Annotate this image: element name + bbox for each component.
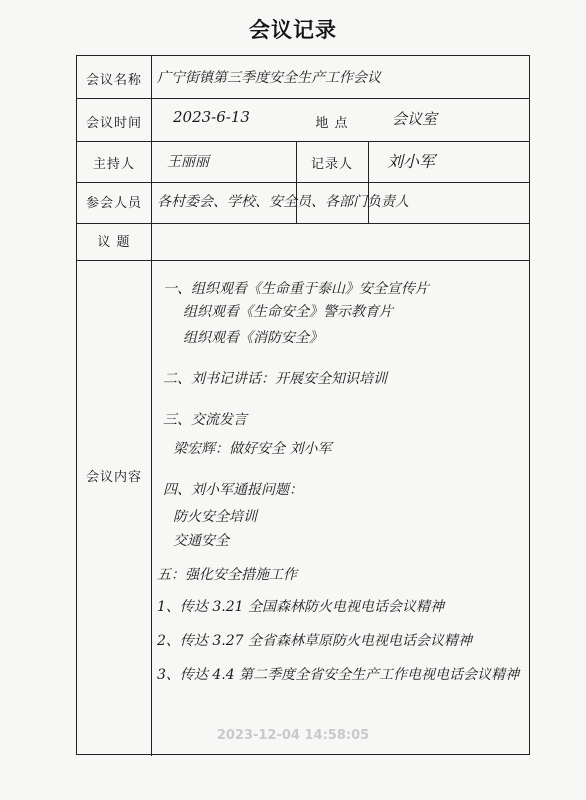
- content-line: 1、传达 3.21 全国森林防火电视电话会议精神: [157, 599, 444, 615]
- host-value: 王丽丽: [167, 154, 209, 170]
- row-divider: [77, 182, 529, 183]
- meeting-name-value: 广宁街镇第三季度安全生产工作会议: [157, 70, 381, 86]
- page-title: 会议记录: [249, 18, 337, 42]
- attendees-label: 参会人员: [85, 196, 142, 211]
- location-label: 地 点: [315, 116, 349, 131]
- attendees-value: 各村委会、学校、安全员、各部门负责人: [157, 194, 409, 210]
- row-divider: [77, 260, 529, 261]
- row-divider: [77, 223, 529, 224]
- timestamp-watermark: 2023-12-04 14:58:05: [216, 728, 370, 743]
- row-divider: [77, 141, 529, 142]
- meeting-record-table: [76, 55, 530, 755]
- content-line: 3、传达 4.4 第二季度全省安全生产工作电视电话会议精神: [157, 667, 520, 683]
- content-line: 交通安全: [173, 533, 229, 549]
- content-line: 组织观看《消防安全》: [183, 330, 323, 346]
- column-divider: [151, 56, 152, 756]
- location-value: 会议室: [392, 110, 438, 128]
- content-line: 一、组织观看《生命重于泰山》安全宣传片: [163, 281, 429, 297]
- content-line: 梁宏辉：做好安全 刘小军: [173, 441, 332, 457]
- content-line: 四、刘小军通报问题：: [163, 482, 303, 498]
- content-line: 2、传达 3.27 全省森林草原防火电视电话会议精神: [157, 633, 472, 649]
- meeting-time-label: 会议时间: [85, 116, 142, 131]
- recorder-value: 刘小军: [387, 152, 436, 171]
- meeting-name-label: 会议名称: [85, 73, 142, 88]
- content-line: 组织观看《生命安全》警示教育片: [183, 304, 393, 320]
- row-divider: [77, 98, 529, 99]
- content-line: 防火安全培训: [173, 509, 257, 525]
- content-line: 三、交流发言: [163, 412, 247, 428]
- content-line: 二、刘书记讲话：开展安全知识培训: [163, 371, 387, 387]
- host-label: 主持人: [92, 157, 135, 172]
- recorder-label: 记录人: [310, 157, 353, 172]
- meeting-time-value: 2023-6-13: [173, 108, 250, 126]
- content-line: 五：强化安全措施工作: [157, 567, 297, 583]
- topic-label: 议 题: [97, 235, 131, 250]
- content-label: 会议内容: [85, 470, 142, 485]
